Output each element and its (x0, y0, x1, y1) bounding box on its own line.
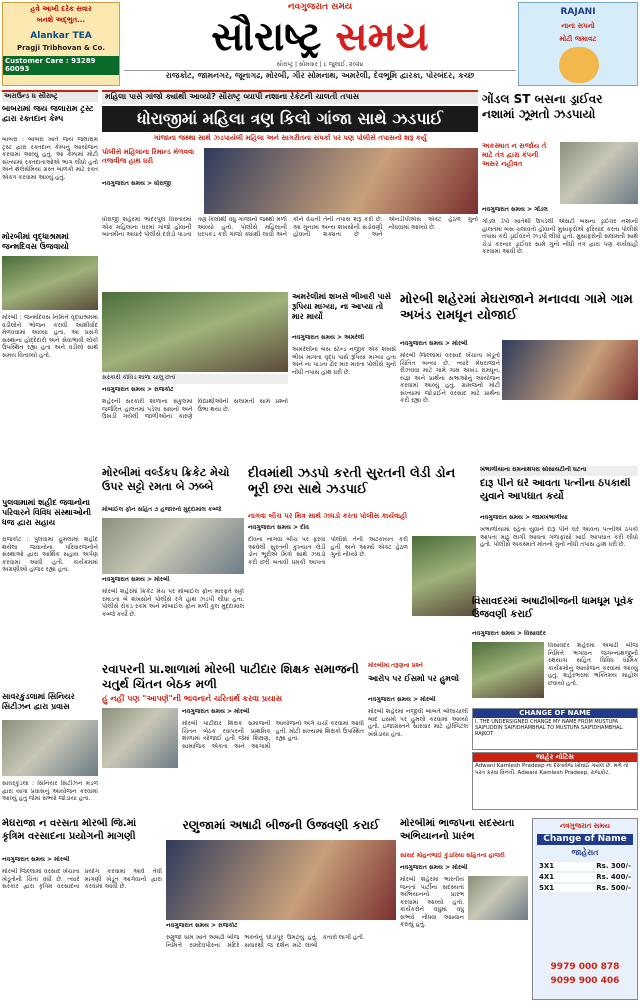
morbi-ramdhun-dateline: નવગુજરાત સમય > મોરબી (400, 340, 468, 347)
left-story4-title: સાવરકુંડલામાં સિનિયર સિટીઝન દ્વારા પ્રવાસ (2, 692, 75, 711)
left-story2-title: મોરબીમાં વૃદ્ધાશ્રમમાં જન્મદિવસ ઉજવાયો (2, 232, 69, 251)
classified-rate-table (539, 862, 631, 892)
rate-price: Rs. 500/- (596, 883, 631, 892)
lead-bullet: પોલીસે મહિલાના રિમાન્ડ મેળવવા તજવીજ હાથ ધરી (102, 148, 195, 165)
lady-don-body: દીવના નાગવા બીચ પર ફરવા આવેલી સુરતની કુખ્યાત લેડી ડોન ભૂરીએ મિત્રો સાથે ઝઘડો કરી છરી બતાવી ધમકી આપતા પોલીસે તેની અટકાયત કરી હતી અને આર્મ્સ એક્ટ હેઠળ ગુનો નોંધ્યો છે. (248, 536, 408, 566)
cricket-title: મોરબીમાં વર્લ્ડકપ ક્રિકેટ મેચો ઉપર સટ્ટો રમતા બે ઝબ્બે (102, 466, 230, 493)
artificial-rain-title: મેઘરાજા ન વરસતા મોરબી જિ.માં કૃત્રિમ વરસાદના પ્રયોગની માગણી (2, 818, 137, 842)
bjp-dateline: નવગુજરાત સમય > મોરબી (400, 864, 468, 871)
lead-body: ધોરાજી શહેરમાં ભાદરપુલ વિસ્તારમાં એક મહિલાના ઘરમાં ગાંજો હોવાની બાતમીના આધારે પોલીસે દરોડો પાડતા ત્રણ કિલોથી વધુ ગાંજાનો જથ્થો મળી આવ્યો હતો. પોલીસે મહિલાની ધરપકડ કરી ગાંજો ક્યાંથી લાવી અને કોને વેચતી તેની તપાસ શરૂ કરી છે. આ ગુનામાં અન્ય શખસોની સંડોવણી હોવાની શક્યતા છે અને એનડીપીએસ એક્ટ હેઠળ ગુનો નોંધવામાં આવ્યો છે. (102, 216, 478, 238)
khambhaliya-kicker: ખંભાળીયાના રામનાથપરા સોસાયટીની ઘટના (480, 466, 638, 476)
change-of-name-body: I, THE UNDERSIGNED CHANGE MY NAME FROM MUSTUFA SAIFUDDIN SAIFIDHAMBHAL TO MUSTUFA SAIFIDHAMBHAL. RAJKOT (475, 718, 624, 738)
gondal-dateline: નવગુજરાત સમય > ગોંડલ (482, 206, 548, 213)
youth-title: આરોપ પર ઈસમો પર હુમલો (368, 674, 459, 683)
patidar-subtitle: હું નહીં પણ "આપણે"ની ભાવનાને ચરિતાર્થ કરવા પ્રયાસ (102, 694, 283, 703)
rajani-ad-line1: નાના સપનો (561, 22, 595, 31)
ranuja-title: રણુજામાં અષાઢી બીજની ઉજવણી કરાઈ (182, 818, 380, 832)
rate-row (539, 862, 631, 871)
left-story4-photo (2, 720, 98, 776)
cricket-dateline: નવગુજરાત સમય > મોરબી (102, 576, 170, 583)
left-story1-body: બાબરા : બાબરા ખાતે જય જલારામ ટ્રસ્ટ દ્વારા રક્તદાન કેમ્પનું આયોજન કરવામાં આવ્યું હતું. આ કેમ્પમાં મોટી સંખ્યામાં રક્તદાતાઓએ ભાગ લીધો હતો અને થેલેસેમિયા ગ્રસ્ત બાળકો માટે રક્ત એકત્ર કરવામાં આવ્યું હતું. (2, 136, 98, 181)
bjp-photo (468, 876, 528, 920)
change-of-name-notice (472, 708, 638, 750)
lady-don-subtitle: નાગવા બીચ પર મિત્ર સાથે ઝઘડો કરતા પોલીસ કાર્યવાહી (248, 512, 408, 520)
rate-price: Rs. 400/- (596, 872, 631, 881)
visavadar-dateline: નવગુજરાત સમય > વિસાવદર (472, 630, 546, 637)
gondal-bullet: અકસ્માત ન સર્જાય તે માટે તંત્ર દ્વારા કંપની અસર નહીવત (482, 142, 547, 168)
tea-ad-line1: હવે આખી દરેક સવાર (30, 5, 92, 13)
classified-brand: નવગુજરાત સમય (559, 822, 611, 830)
youth-kicker: મોરબીમાં તરૂણના પ્રશ્ને (368, 662, 423, 669)
classified-phone[interactable]: 9979 000 878 (550, 961, 620, 972)
rate-row (539, 873, 631, 882)
section-around-saurashtra: અરાઉન્ડ ધ સૌરાષ્ટ્ર (2, 90, 98, 102)
patidar-photo (102, 708, 178, 768)
masthead-kicker: નવગુજરાત સમય (287, 2, 353, 12)
masthead-date: સૌરાષ્ટ્ર | સોમવાર | ૮ જુલાઈ, ૨૦૨૪ (276, 61, 364, 68)
public-notice-body: Adwani Kamlesh Pradeep ના દસ્તાવેજ ખોવાઈ ગયેલ છે. મળે તો પરત કરવા વિનંતી. Adwani Kamlesh Pradeep, રાજકોટ. (475, 762, 629, 776)
school-body: શહેરની સરકારી શાળાના સંકુલમાં જર્જરિત હાલતમાં પડેલા સાધનો અને ઉખડી ગયેલી જાળીઓના કારણે વિદ્યાર્થીઓની સલામતી સામે પ્રશ્નો ઉભા થયા છે. (102, 398, 288, 420)
left-story1-title: બાબરામાં જય જલારામ ટ્રસ્ટ દ્વારા રક્તદાન કેમ્પ (2, 104, 94, 123)
visavadar-body: વિસાવદર શહેરમાં અષાઢી બીજ નિમિત્તે ભગવાન જગન્નાથજીની રથયાત્રા સહિત વિવિધ ધાર્મિક કાર્યક્રમોનું આયોજન કરવામાં આવ્યું હતું. શહેરભરમાં ભક્તિમય માહોલ છવાયો હતો. (548, 642, 638, 687)
morbi-ramdhun-title: મોરબી શહેરમાં મેઘરાજાને મનાવવા ગામે ગામ અખંડ રામધૂન યોજાઈ (400, 292, 633, 324)
visavadar-title: વિસાવદરમાં અષાઢીબીજની ધામધૂમ પૂર્વક ઉજવણી કરાઈ (472, 596, 634, 620)
lead-kicker: મહિલા પાસે ગાંજો ક્યાંથી આવ્યો? સૌરાષ્ટ્ર વ્યાપી નશાના રેકેટની ચાલતી તપાસ (102, 90, 478, 104)
public-notice-heading: જાહેર નોટિસ (473, 753, 637, 762)
rate-size: 3X1 (539, 862, 555, 870)
rate-row (539, 884, 631, 893)
bjp-title: મોરબીમાં ભાજપના સદસ્યતા અભિયાનનો પ્રારંભ (400, 818, 515, 842)
rate-price: Rs. 300/- (596, 862, 631, 870)
patidar-dateline: નવગુજરાત સમય > મોરબી (182, 708, 250, 715)
lady-don-title: દીવમાંથી ઝડપો કરતી સુરતની લેડી ડોન ભૂરી છરા સાથે ઝડપાઈ (248, 466, 456, 498)
masthead (124, 2, 516, 68)
tea-ad-maker: Pragji Tribhovan & Co. (16, 43, 106, 52)
ranuja-dateline: નવગુજરાત સમય > રાજકોટ (166, 922, 238, 929)
edition-cities: રાજકોટ, જામનગર, જૂનાગઢ, મોરબી, ગીર સોમનાથ, અમરેલી, દેવભૂમિ દ્વારકા, પોરબંદર, કચ્છ (124, 70, 516, 84)
youth-dateline: નવગુજરાત સમય > મોરબી (368, 696, 436, 703)
left-story2-photo (2, 256, 98, 310)
patidar-title: રવાપરની પ્રા.શાળામાં મોરબી પાટીદાર શિક્ષક સમાજની ચતુર્થ ચિંતન બેઠક મળી (102, 662, 359, 691)
lady-don-dateline: નવગુજરાત સમય > દીવ (248, 524, 309, 531)
rajani-advertisement[interactable] (518, 2, 638, 86)
ranuja-photo (166, 840, 396, 920)
amreli-body: અમરેલીના બસ સ્ટેન્ડ નજીક એક શખસે ભીખ માગતા વૃદ્ધ પાસે રૂપિયા માગ્યા હતા અને ના પાડતા ઢોર માર મારતા પોલીસે ગુનો નોંધી તપાસ હાથ ધરી છે. (292, 346, 396, 376)
lead-photo (204, 148, 478, 214)
public-notice (472, 752, 638, 810)
amreli-title: અમરેલીમાં શખસે ભીખારી પાસે રૂપિયા માગ્યા, ના આપ્યા તો માર માર્યો (292, 292, 392, 321)
patidar-body: મોરબી પાટીદાર શિક્ષક સમાજની ચિંતન બેઠક રવાપરની પ્રાથમિક શાળામાં યોજાઈ હતી જેમાં શિક્ષણ, સામાજિક એકતા અને આગામી આયોજનો અંગે ચર્ચા કરવામાં આવી હતી. મોટી સંખ્યામાં શિક્ષકો ઉપસ્થિત રહ્યા હતા. (182, 720, 364, 750)
rajani-ad-brand: RAJANI (560, 7, 596, 17)
lead-title: ધોરાજીમાં મહિલા ત્રણ કિલો ગાંજા સાથે ઝડપાઈ (102, 106, 478, 132)
khambhaliya-dateline: નવગુજરાત સમય > જામખંભાળીયા (480, 514, 568, 521)
bjp-subtitle: સાંસદ મોહનભાઈ કુંડારિયા સહિતના હાજરી (400, 852, 505, 859)
lead-dateline: નવગુજરાત સમય > ધોરાજી (102, 180, 171, 187)
school-caption: સરકારી કોવિડ શાળા ચાલુ છતાં (102, 374, 288, 384)
tea-ad-brand: Alankar TEA (30, 30, 92, 41)
khambhaliya-body: ખંભાળીયામાં રહેતા યુવાને દારૂ પીને ઘરે આવતા પત્નીએ ઠપકો આપતા માઠું લાગી આવતા ગળાફાંસો ખાઈ આપઘાત કરી લીધો હતો. પોલીસે અકસ્માતે મોતનો ગુનો નોંધી તપાસ હાથ ધરી છે. (480, 526, 638, 548)
amreli-dateline: નવગુજરાત સમય > અમરેલી (292, 334, 365, 341)
left-story4-body: સાવરકુંડલા : સિનિયર સિટીઝન મંડળ દ્વારા યાત્રા પ્રવાસનું આયોજન કરવામાં આવ્યું હતું જેમાં સભ્યો જોડાયા હતા. (2, 780, 98, 802)
gondal-body: ગોંડલ ડેપો ખાતેથી ઉપડેલી એસટી બસના ડ્રાઈવર નશાની હાલતમાં બસ ચલાવતો હોવાની મુસાફરોએ ફરિયાદ કરતા પોલીસે તપાસ કરી ડ્રાઈવરને ઝડપી લીધો હતો. મુસાફરોની સલામતી સાથે ચેડાં કરનાર ડ્રાઈવર સામે ગુનો નોંધી તંત્ર દ્વારા પણ કાર્યવાહી કરવામાં આવી છે. (482, 218, 638, 255)
artificial-rain-dateline: નવગુજરાત સમય > મોરબી (2, 856, 70, 863)
cricket-body: મોરબી શહેરમાં ક્રિકેટ મેચ પર મોબાઈલ ફોન મારફતે સટ્ટો રમાડતા બે શખસોને પોલીસે રંગે હાથ ઝડપી લીધા હતા. પોલીસે રોકડ રકમ અને મોબાઈલ ફોન મળી કુલ મુદ્દામાલ કબ્જે કર્યો છે. (102, 588, 244, 618)
cricket-subtitle: મોબાઈલ ફોન સહિત ૭ હજારનો મુદ્દામાલ કબ્જે (102, 506, 222, 513)
masthead-title-part2: સમય (335, 13, 429, 61)
lady-don-photo (412, 536, 476, 616)
morbi-ramdhun-photo (502, 340, 638, 400)
youth-body: મોરબી શહેરમાં નજીવી બાબતે બોલાચાલી બાદ ઇસમો પર હુમલો કરવામાં આવ્યો હતો. ઇજાગ્રસ્તને સારવાર માટે હોસ્પિટલ ખસેડાયા હતા. (368, 708, 468, 738)
rate-size: 5X1 (539, 883, 555, 892)
tea-advertisement[interactable] (2, 2, 120, 86)
ranuja-body: રણુજા ધામ ખાતે અષાઢી બીજ નિમિત્તે રામદેવપીરના મંદિરે ભક્તોનું ઘોડાપૂર ઉમટ્યું હતું. સવારથી જ દર્શન માટે લાંબી કતારો લાગી હતી. (166, 934, 365, 949)
artificial-rain-body: મોરબી જિલ્લામાં વરસાદ ખેંચાતા ખેડૂતોની ચિંતા વધી છે. ત્યારે સરકાર દ્વારા કૃત્રિમ વરસાદના પ્રયોગ કરવામાં આવે તેવી માગણી ખેડૂત આગેવાનો દ્વારા કરવામાં આવી છે. (2, 868, 162, 890)
school-photo (102, 292, 288, 372)
classified-phone-2[interactable]: 9099 900 406 (550, 975, 620, 986)
masthead-title-part1: સૌરાષ્ટ્ર (211, 13, 322, 61)
khambhaliya-title: દારૂ પીને ઘરે આવતા પત્નીના ઠપકાથી યુવાને આપઘાત કર્યો (480, 478, 631, 502)
classified-ad-box[interactable] (532, 818, 638, 1000)
rate-size: 4X1 (539, 872, 555, 881)
tea-ad-line2: બનશે અદ્ભુત... (36, 15, 86, 24)
morbi-ramdhun-body: મોરબી જિલ્લામાં વરસાદ ખેંચાતા ખેડૂતો ચિંતિત બન્યા છે. ત્યારે મેઘરાજાને રીઝવવા માટે ગામે ગામ અખંડ રામધૂન, યજ્ઞ અને પ્રાર્થના સભાઓનું આયોજન કરવામાં આવ્યું હતું. ગ્રામજનો મોટી સંખ્યામાં જોડાઈને વરસાદ માટે પ્રાર્થના કરી રહ્યા છે. (400, 352, 500, 404)
change-of-name-heading: CHANGE OF NAME (473, 709, 637, 718)
lead-subtitle: ગાંજાના જથ્થા સાથે ઝડપાયેલી મહિલા અને સાગરીતના સંપર્કો પર પણ પોલીસે તપાસનો શરૂ કર્યું (153, 134, 427, 142)
left-story3-title: પુલવામામાં શહીદ જવાનોના પરિવારને વિવિધ સંસ્થાઓની ધજ દ્વારા સહાય (2, 498, 92, 527)
visavadar-photo (472, 642, 544, 698)
cricket-photo (102, 518, 244, 574)
tea-ad-care: Customer Care : 93289 60093 (3, 56, 119, 76)
gondal-title: ગોંડલ ST બસના ડ્રાઈવર નશામાં ઝૂમતો ઝડપાયો (482, 92, 603, 121)
classified-title: Change of Name (537, 834, 633, 845)
classified-heading: જાહેરાત (571, 848, 599, 857)
gondal-photo (560, 142, 638, 204)
masthead-title (124, 13, 516, 61)
rajani-ad-line2: મોટી જમાવટ (559, 35, 597, 43)
left-story3-body: રાજકોટ : પુલવામા હુમલામાં શહીદ થયેલા જવાનોના પરિવારજનોને સંસ્થાઓ દ્વારા આર્થિક સહાય અર્પણ કરવામાં આવી હતી. કાર્યક્રમમાં અગ્રણીઓ હાજર રહ્યા હતા. (2, 536, 98, 573)
rajani-ad-product-image (559, 47, 599, 83)
bjp-body: મોરબી શહેરમાં ભારતીય જનતા પાર્ટીના સદસ્યતા અભિયાનનો પ્રારંભ કરવામાં આવ્યો હતો. કાર્યકરોને વધુમાં વધુ સભ્યો નોંધવા આહ્વાન કરાયું હતું. (400, 876, 464, 928)
left-story2-body: મોરબી : જન્મદિવસ નિમિત્તે વૃદ્ધાશ્રમમાં વડીલોને ભોજન કરાવી આશીર્વાદ મેળવવામાં આવ્યા હતા. આ પ્રસંગે સંસ્થાના હોદ્દેદારો અને સેવાભાવી લોકો ઉપસ્થિત રહ્યા હતા અને વડીલો સાથે સમય વિતાવ્યો હતો. (2, 314, 98, 359)
school-dateline: નવગુજરાત સમય > રાજકોટ (102, 386, 174, 393)
